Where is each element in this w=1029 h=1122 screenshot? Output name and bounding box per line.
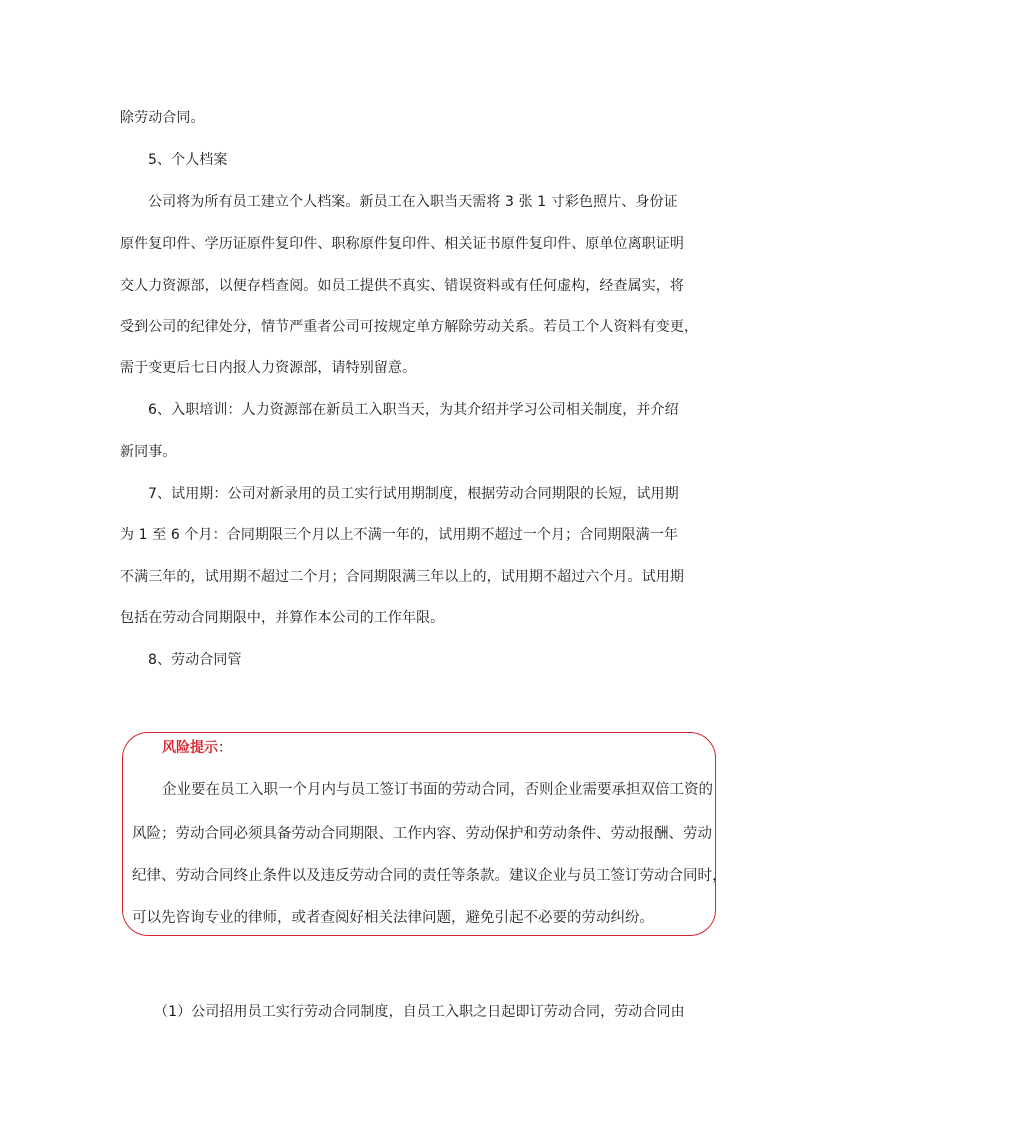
paragraph-personal-file-3: 交人力资源部，以便存档查阅。如员工提供不真实、错误资料或有任何虚构，经查属实，将 [120, 278, 684, 294]
paragraph-probation-2: 为 1 至 6 个月：合同期限三个月以上不满一年的，试用期不超过一个月；合同期限满一年 [120, 527, 678, 543]
paragraph-personal-file-4: 受到公司的纪律处分，情节严重者公司可按规定单方解除劳动关系。若员工个人资料有变更， [120, 319, 699, 335]
paragraph-personal-file-1: 公司将为所有员工建立个人档案。新员工在入职当天需将 3 张 1 寸彩色照片、身份证 [148, 194, 678, 210]
risk-notice-line-4: 可以先咨询专业的律师，或者查阅好相关法律问题，避免引起不必要的劳动纠纷。 [132, 910, 654, 926]
paragraph-probation-1: 7、试用期：公司对新录用的员工实行试用期制度，根据劳动合同期限的长短，试用期 [148, 486, 679, 502]
heading-labor-contract: 8、劳动合同管 [148, 652, 242, 668]
paragraph-onboarding-training-1: 6、入职培训：人力资源部在新员工入职当天，为其介绍并学习公司相关制度，并介绍 [148, 402, 679, 418]
paragraph-onboarding-training-2: 新同事。 [120, 444, 177, 460]
paragraph-probation-4: 包括在劳动合同期限中，并算作本公司的工作年限。 [120, 610, 445, 626]
paragraph-personal-file-5: 需于变更后七日内报人力资源部，请特别留意。 [120, 360, 417, 376]
risk-notice-line-2: 风险；劳动合同必须具备劳动合同期限、工作内容、劳动保护和劳动条件、劳动报酬、劳动 [132, 826, 712, 842]
risk-notice-title-colon: ： [218, 740, 232, 756]
risk-notice-line-3: 纪律、劳动合同终止条件以及违反劳动合同的责任等条款。建议企业与员工签订劳动合同时， [132, 868, 727, 884]
paragraph-contract-system: （1）公司招用员工实行劳动合同制度，自员工入职之日起即订劳动合同，劳动合同由 [154, 1004, 685, 1020]
risk-notice-title-text: 风险提示 [162, 740, 218, 756]
risk-notice-line-1: 企业要在员工入职一个月内与员工签订书面的劳动合同，否则企业需要承担双倍工资的 [162, 782, 713, 798]
risk-notice-title [162, 738, 232, 758]
paragraph-contract-end: 除劳动合同。 [120, 110, 205, 126]
paragraph-probation-3: 不满三年的，试用期不超过二个月；合同期限满三年以上的，试用期不超过六个月。试用期 [120, 569, 684, 585]
heading-personal-file: 5、个人档案 [148, 152, 228, 168]
paragraph-personal-file-2: 原件复印件、学历证原件复印件、职称原件复印件、相关证书原件复印件、原单位离职证明 [120, 236, 684, 252]
